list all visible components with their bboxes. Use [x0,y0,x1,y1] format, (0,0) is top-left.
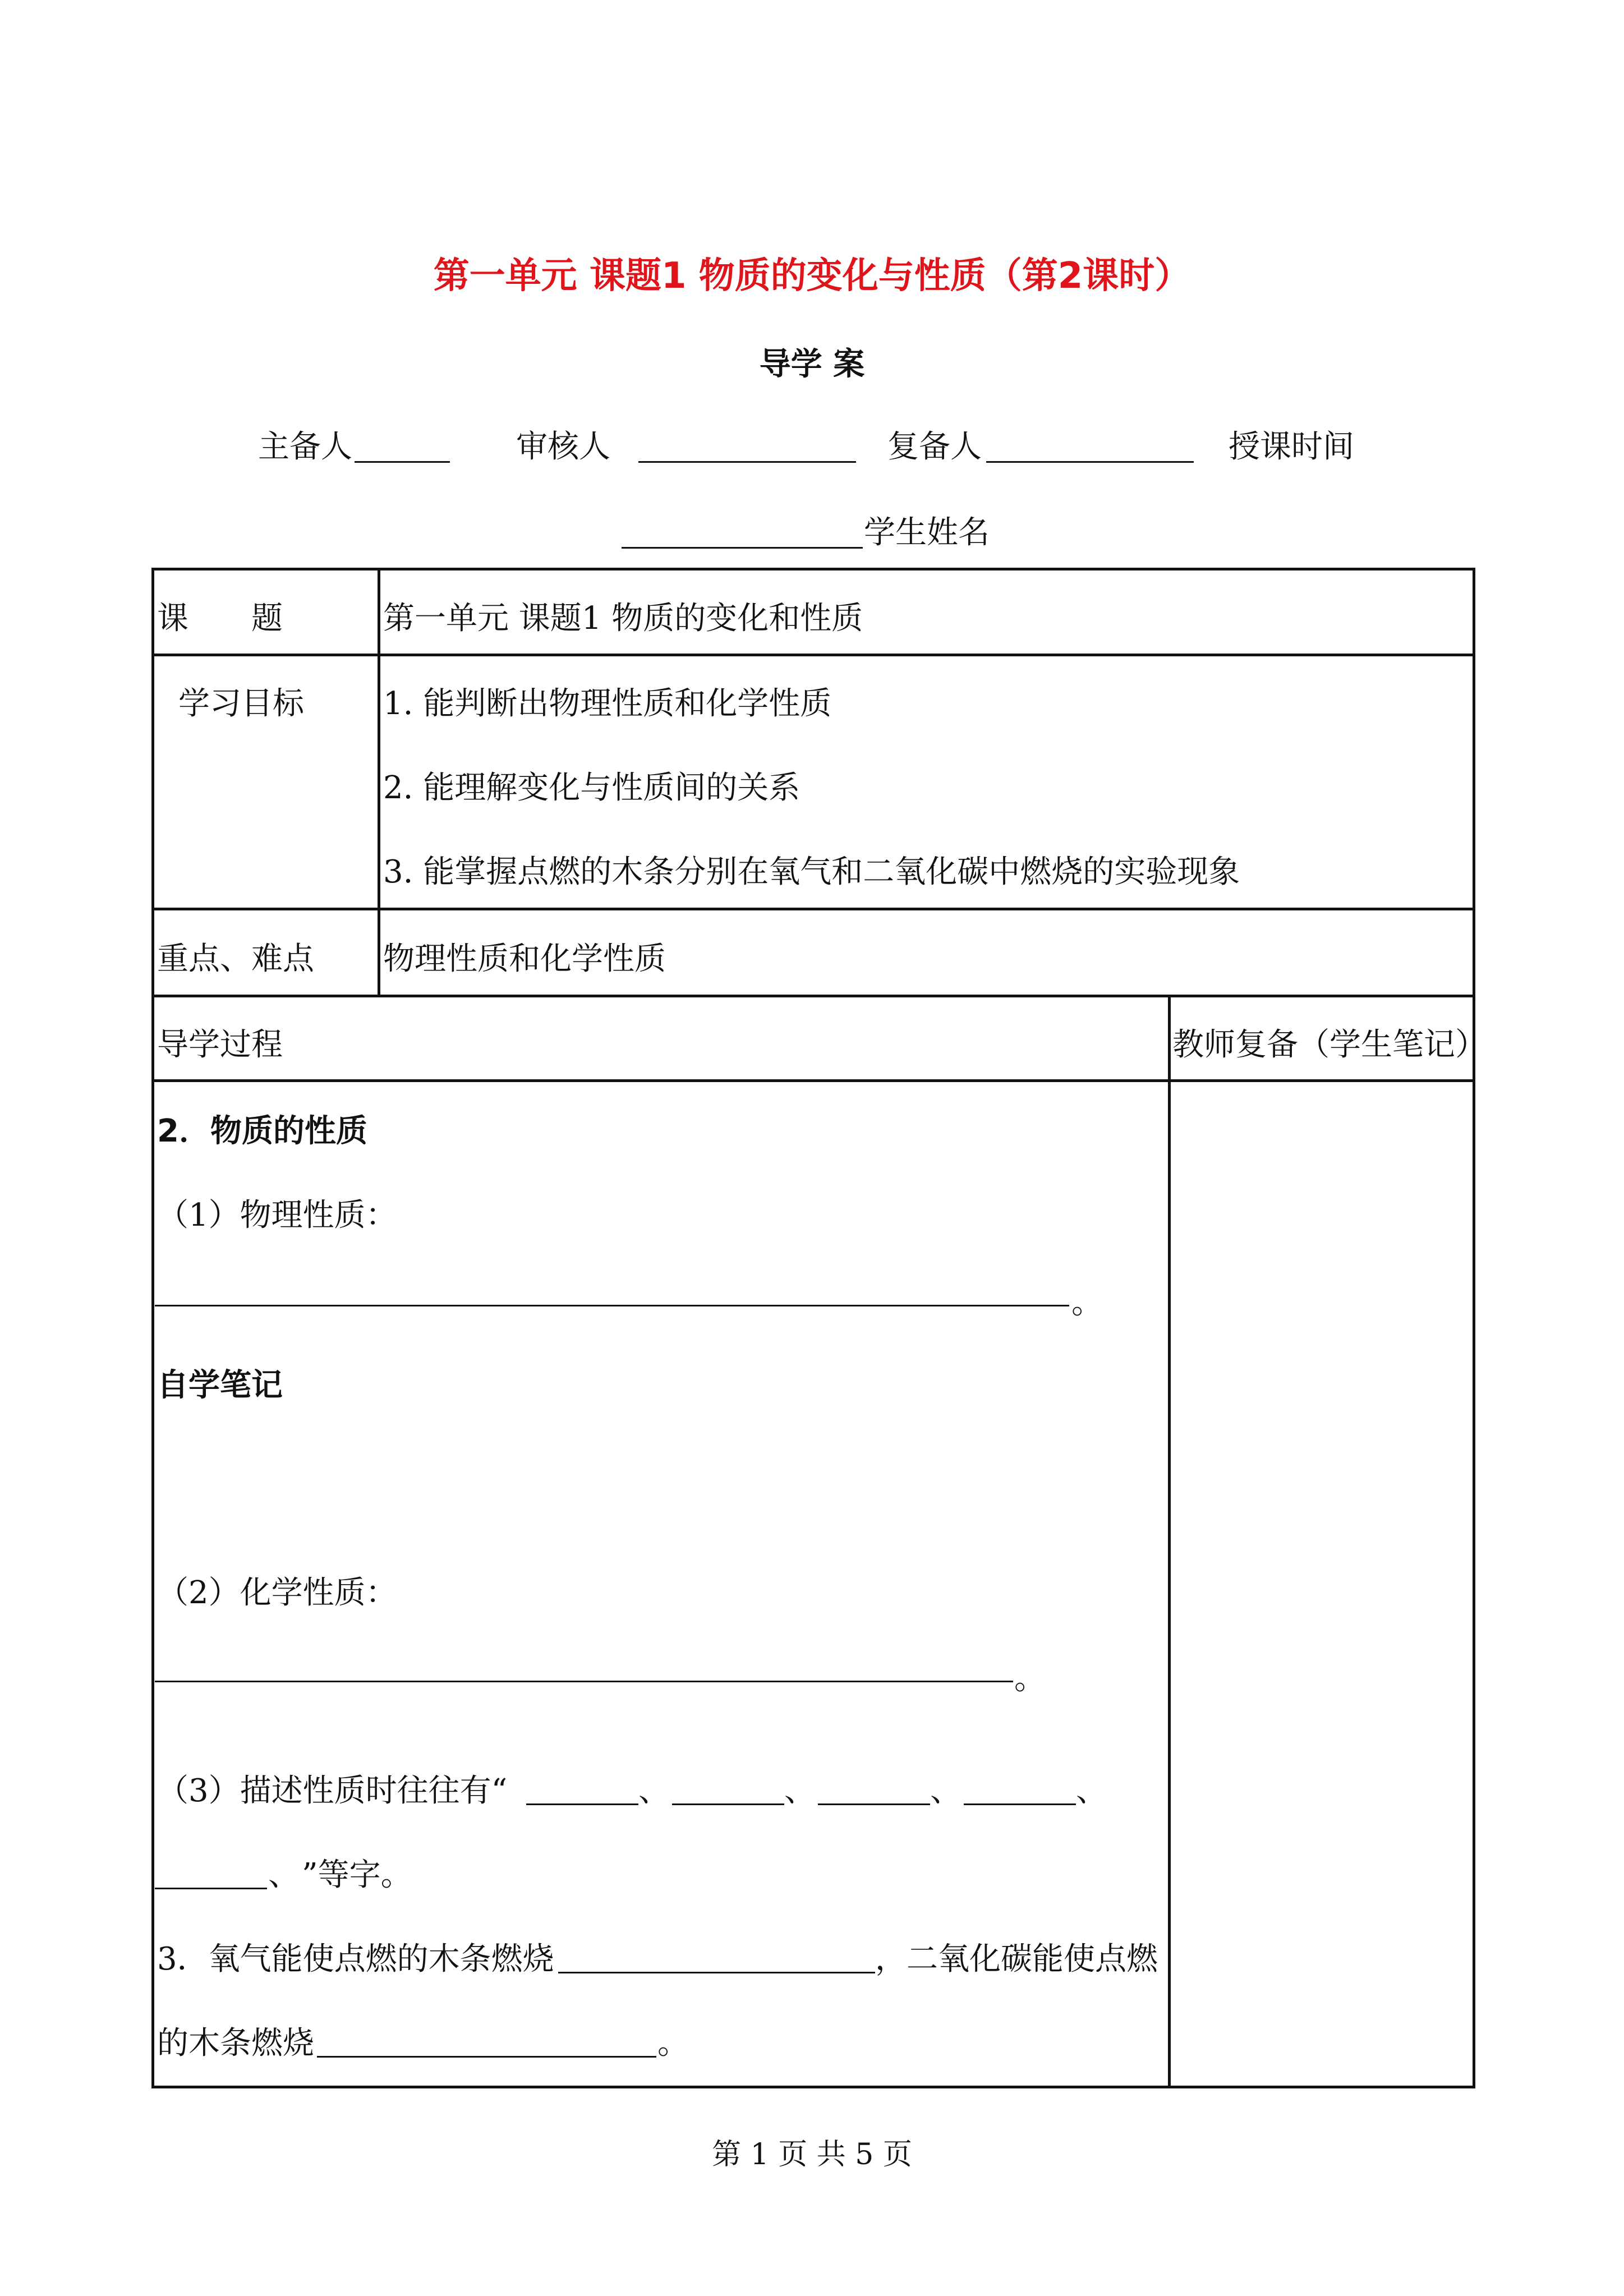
answer-blank [317,2056,656,2058]
self-notes-heading: 自学笔记 [157,1367,283,1404]
teach-time-blank [622,547,863,549]
describe-prompt: （3）描述性质时往往有“ [157,1773,508,1809]
describe-end: ”等字。 [302,1857,412,1893]
period: 。 [1014,1660,1046,1697]
key-value: 物理性质和化学性质 [383,941,666,977]
table-border-right [1473,568,1475,2088]
teach-time-label: 授课时间 [1229,429,1354,465]
page-subtitle: 导学 案 [759,346,865,383]
table-label-divider [378,568,380,995]
separator: 、 [638,1773,670,1809]
answer-blank [155,1888,267,1889]
period: 。 [1071,1285,1103,1321]
separator: 、 [268,1857,300,1893]
table-border-bottom [151,2086,1475,2088]
chemical-property-prompt: （2）化学性质： [157,1575,397,1611]
table-rule [151,908,1475,910]
table-border-top [151,568,1475,570]
preparer-label: 主备人 [258,429,352,465]
preparer-blank [355,461,450,463]
answer-blank [672,1803,784,1805]
page-title: 第一单元 课题1 物质的变化与性质（第2课时） [433,255,1191,297]
question-3: 3．氧气能使点燃的木条燃烧 [157,1941,554,1977]
separator: 、 [930,1773,961,1809]
table-rule [151,1079,1475,1082]
process-label: 导学过程 [157,1027,283,1063]
answer-blank [155,1681,1013,1682]
goal-item: 3. 能掌握点燃的木条分别在氧气和二氧化碳中燃烧的实验现象 [383,854,1240,890]
table-rule [151,995,1475,997]
table-border-left [151,568,154,2088]
student-name-label: 学生姓名 [864,514,990,551]
co-preparer-blank [986,461,1194,463]
separator: 、 [1076,1773,1107,1809]
section-heading: 2．物质的性质 [157,1113,367,1149]
table-notes-divider [1168,995,1171,2088]
answer-blank [558,1972,875,1973]
topic-label: 课 题 [157,600,283,637]
goals-label: 学习目标 [178,685,304,722]
co-preparer-label: 复备人 [887,429,982,465]
question-3-mid: ，二氧化碳能使点燃 [875,1941,1158,1977]
answer-blank [818,1803,930,1805]
topic-value: 第一单元 课题1 物质的变化和性质 [383,600,863,637]
answer-blank [155,1305,1069,1306]
answer-blank [526,1803,638,1805]
answer-blank [964,1803,1076,1805]
notes-label: 教师复备（学生笔记） [1172,1027,1487,1063]
reviewer-label: 审核人 [516,429,610,465]
goal-item: 1. 能判断出物理性质和化学性质 [383,685,832,722]
separator: 、 [784,1773,816,1809]
goal-item: 2. 能理解变化与性质间的关系 [383,770,801,806]
physical-property-prompt: （1）物理性质： [157,1197,397,1234]
key-label: 重点、难点 [157,941,314,977]
table-rule [151,654,1475,656]
question-3-line2: 的木条燃烧 [157,2025,314,2062]
reviewer-blank [638,461,856,463]
page-footer: 第 1 页 共 5 页 [712,2138,912,2171]
period: 。 [657,2025,689,2062]
